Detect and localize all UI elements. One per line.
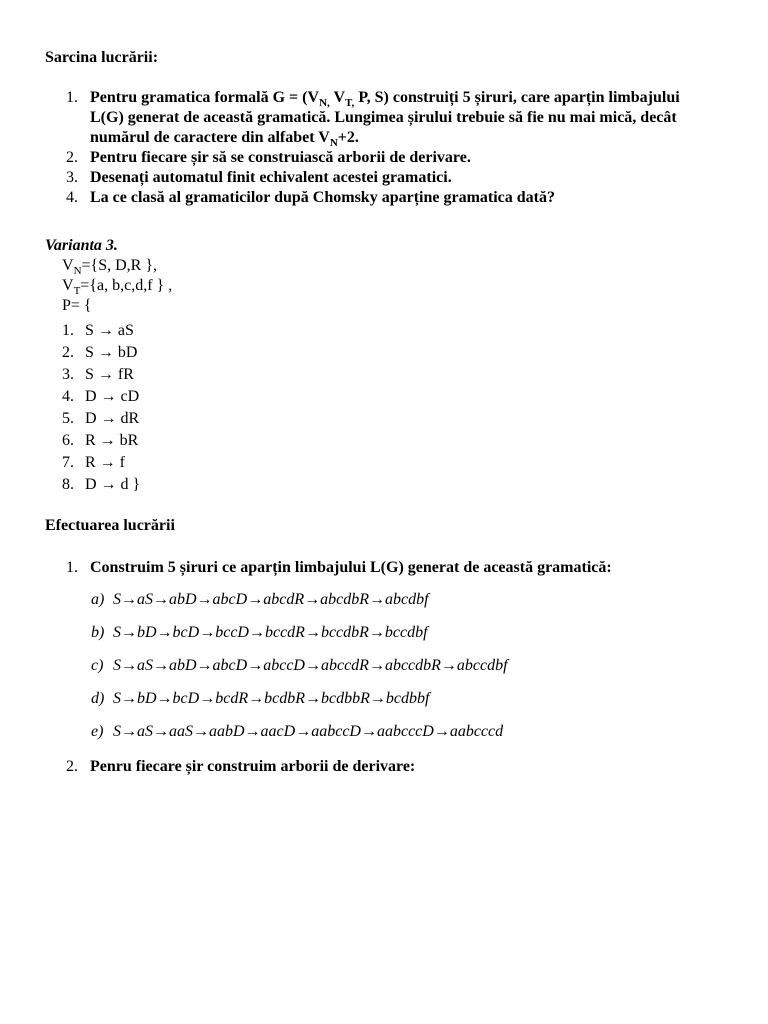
derivation-item — [91, 656, 508, 689]
rule-text: S → bD — [85, 344, 138, 361]
subscript: N — [329, 137, 338, 150]
rule-number: 1. — [62, 322, 74, 339]
task-text-part: V — [329, 89, 346, 106]
rule-number: 8. — [62, 476, 74, 493]
set-value: ={a, b,c,d,f } , — [80, 277, 173, 294]
derivation-label: c) — [91, 657, 104, 674]
rule-text: R → f — [85, 454, 125, 471]
task-text: Pentru fiecare șir să se construiască arborii de derivare. — [90, 149, 471, 166]
rule-text: R → bR — [85, 432, 139, 449]
task-number: 3. — [66, 169, 78, 186]
task-text: Desenați automatul finit echivalent acestei gramatici. — [90, 169, 452, 186]
subscript: T — [73, 285, 81, 298]
task-item-4 — [66, 188, 706, 208]
production-rules — [62, 320, 140, 496]
rule-number: 7. — [62, 454, 74, 471]
derivation-label: d) — [91, 690, 105, 707]
step-text: Penru fiecare șir construim arborii de derivare: — [90, 758, 416, 775]
derivation-text: S→aS→abD→abcD→abcdR→abcdbR→abcdbf — [113, 591, 429, 608]
rule-text: D → dR — [85, 410, 140, 427]
rule-number: 6. — [62, 432, 74, 449]
rule-number: 3. — [62, 366, 74, 383]
production-rule — [62, 430, 140, 452]
task-text: La ce clasă al gramaticilor după Chomsky aparține gramatica dată? — [90, 189, 556, 206]
grammar-sets — [62, 256, 172, 316]
rule-number: 4. — [62, 388, 74, 405]
set-value: ={S, D,R }, — [81, 257, 158, 274]
task-number: 1. — [66, 89, 78, 106]
step-1 — [66, 558, 726, 578]
production-rule — [62, 386, 140, 408]
rule-number: 2. — [62, 344, 74, 361]
rule-number: 5. — [62, 410, 74, 427]
task-item-3 — [66, 168, 706, 188]
production-rule — [62, 320, 140, 342]
production-rule — [62, 408, 140, 430]
step-number: 1. — [66, 559, 78, 576]
derivation-list — [91, 590, 508, 755]
task-list — [66, 88, 706, 208]
production-rule — [62, 342, 140, 364]
terminal-set — [62, 276, 172, 296]
task-item-2 — [66, 148, 706, 168]
derivation-label: b) — [91, 624, 105, 641]
rule-text: D → cD — [85, 388, 140, 405]
task-heading: Sarcina lucrării: — [45, 49, 159, 66]
set-symbol: V — [62, 277, 74, 294]
derivation-item — [91, 623, 508, 656]
step-number: 2. — [66, 758, 78, 775]
step-2 — [66, 757, 415, 777]
step-text: Construim 5 șiruri ce aparțin limbajului L(G) generat de această gramatică: — [90, 559, 612, 576]
derivation-label: a) — [91, 591, 105, 608]
derivation-text: S→bD→bcD→bcdR→bcdbR→bcdbbR→bcdbbf — [113, 690, 430, 707]
subscript: N, — [319, 97, 330, 110]
production-rule — [62, 474, 140, 496]
task-number: 2. — [66, 149, 78, 166]
task-text — [90, 88, 706, 148]
derivation-item — [91, 689, 508, 722]
derivation-item — [91, 590, 508, 623]
rule-text: S → aS — [85, 322, 134, 339]
task-text-part: +2. — [337, 129, 359, 146]
task-number: 4. — [66, 189, 78, 206]
set-symbol: V — [62, 257, 74, 274]
derivation-label: e) — [91, 723, 104, 740]
production-rule — [62, 452, 140, 474]
subscript: N — [73, 265, 82, 278]
rule-text: D → d } — [85, 476, 141, 493]
production-rule — [62, 364, 140, 386]
nonterminal-set — [62, 256, 172, 276]
subscript: T, — [345, 97, 355, 110]
derivation-text: S→aS→aaS→aabD→aacD→aabccD→aabcccD→aabcccd — [113, 723, 504, 740]
task-item-1 — [66, 88, 706, 148]
derivation-text: S→bD→bcD→bccD→bccdR→bccdbR→bccdbf — [113, 624, 428, 641]
execution-heading: Efectuarea lucrării — [45, 517, 175, 534]
derivation-text: S→aS→abD→abcD→abccD→abccdR→abccdbR→abccdbf — [113, 657, 508, 674]
derivation-item — [91, 722, 508, 755]
task-text-part: P, S) construiți 5 șiruri, care aparțin limbajului L(G) generat de această gramatică. Lungimea șirului trebuie să fie nu mai mică, decât numărul de caractere din alfabet V — [90, 89, 680, 146]
task-text-part: Pentru gramatica formală G = (V — [90, 89, 320, 106]
variant-title: Varianta 3. — [45, 237, 118, 254]
productions-open: P= { — [62, 297, 92, 314]
rule-text: S → fR — [85, 366, 134, 383]
